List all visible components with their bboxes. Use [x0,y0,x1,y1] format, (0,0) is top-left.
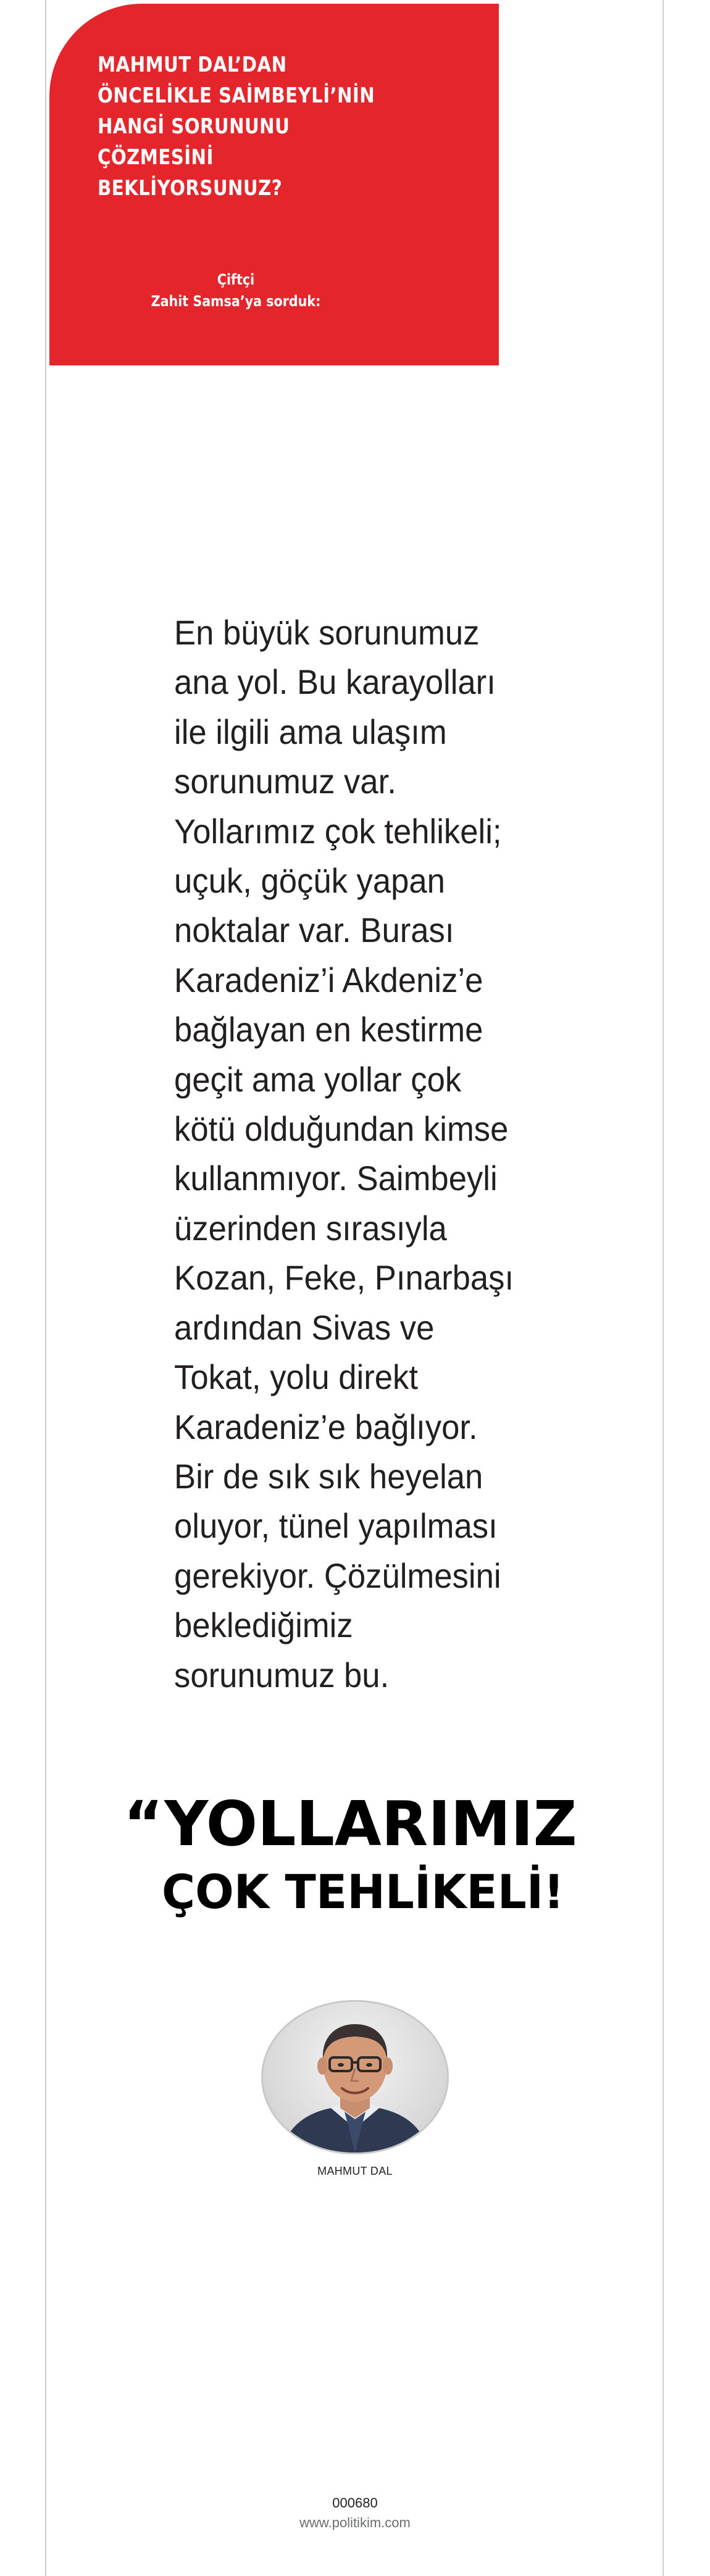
question-line: ÖNCELİKLE SAİMBEYLİ’NİN [98,83,375,108]
question-line: HANGİ SORUNUNU [98,114,290,139]
answer-line: Karadeniz’i Akdeniz’e [174,960,483,999]
answer-line: beklediğimiz [174,1606,353,1645]
answer-line: ana yol. Bu karayolları [174,662,496,702]
question-line: BEKLİYORSUNUZ? [98,176,283,201]
answer-line: geçit ama yollar çok [174,1059,462,1099]
answer-line: kullanmıyor. Saimbeyli [174,1159,498,1198]
answer-line: gerekiyor. Çözülmesini [174,1556,501,1595]
answer-text [174,608,546,1700]
answer-line: sorunumuz var. [174,762,396,801]
answer-line: ardından Sivas ve [174,1307,435,1347]
answer-line: ile ilgili ama ulaşım [174,712,447,751]
portrait-illustration [263,2002,447,2153]
answer-line: noktalar var. Burası [174,911,454,950]
portrait-photo [261,2000,449,2154]
respondent-name: Zahit Samsa’ya sorduk: [151,293,321,310]
headline-line-1: “YOLLARIMIZ [123,1788,577,1860]
answer-line: sorunumuz bu. [174,1655,390,1694]
answer-line: bağlayan en kestirme [174,1010,483,1049]
right-page-rule [662,0,664,2576]
answer-line: Kozan, Feke, Pınarbaşı [174,1258,514,1298]
answer-line: uçuk, göçük yapan [174,861,445,901]
answer-line: Karadeniz’e bağlıyor. [174,1407,478,1446]
respondent-occupation: Çiftçi [217,271,255,288]
answer-line: Bir de sık sık heyelan [174,1456,483,1496]
question-line: ÇÖZMESİNİ [98,145,214,170]
respondent-info [130,269,342,312]
question-heading [98,49,427,204]
left-page-rule [45,0,46,2576]
answer-line: Yollarımız çok tehlikeli; [174,811,502,851]
answer-line: üzerinden sırasıyla [174,1208,447,1248]
answer-line: En büyük sorunumuz [174,613,480,652]
answer-line: oluyor, tünel yapılması [174,1506,498,1546]
website-link[interactable]: www.politikim.com [299,2515,411,2530]
question-line: MAHMUT DAL’DAN [98,52,287,77]
answer-line: Tokat, yolu direkt [174,1357,418,1397]
photo-caption: MAHMUT DAL [317,2165,393,2177]
answer-line: kötü olduğundan kimse [174,1109,509,1149]
headline-line-2: ÇOK TEHLİKELİ! [162,1864,564,1919]
ad-code: 000680 [332,2495,378,2511]
